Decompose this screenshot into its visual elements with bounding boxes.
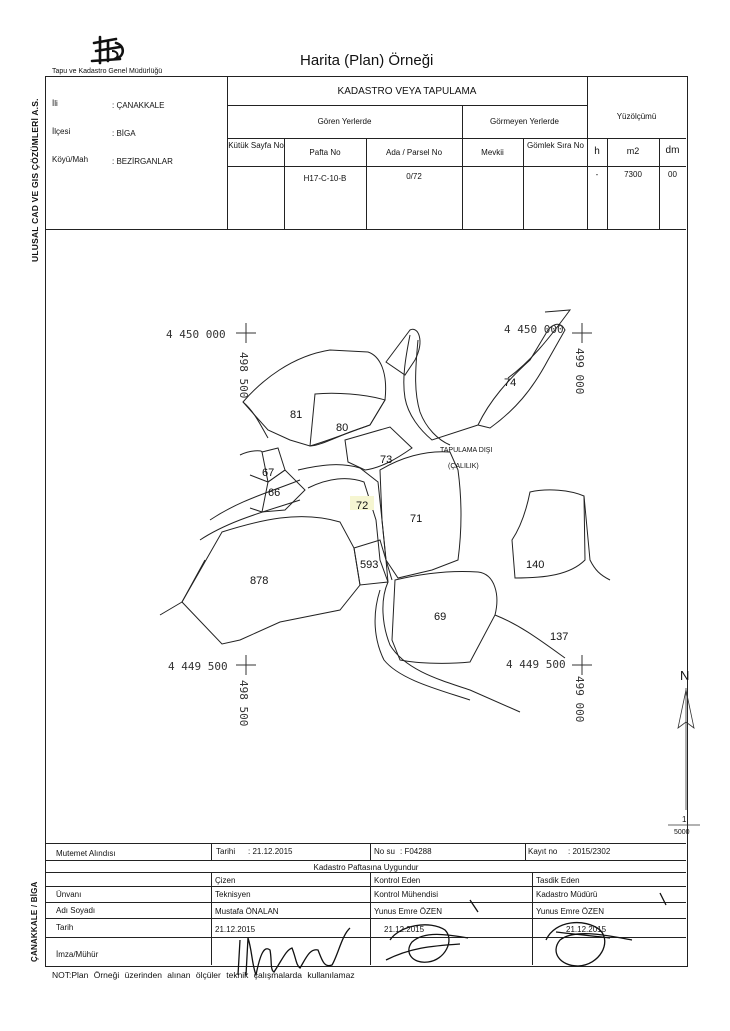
cizen-header: Çizen	[215, 876, 236, 885]
il-label: İli	[52, 99, 58, 108]
tasdik-ad: Yunus Emre ÖZEN	[536, 907, 605, 916]
north-label: N	[680, 668, 690, 683]
coord-bl-x: 498 500	[237, 680, 250, 727]
koy-value: : BEZİRGANLAR	[112, 157, 173, 166]
tarih-label: Tarih	[56, 923, 74, 932]
val-ada: 0/72	[406, 172, 422, 181]
parcel-label: 140	[526, 559, 545, 571]
coord-br-x: 499 000	[573, 676, 586, 723]
kontrol-tarih: 21.12.2015	[384, 925, 425, 934]
koy-label: Köyü/Mah	[52, 155, 89, 164]
parcel-label: 81	[290, 409, 303, 421]
gormeyen-yerlerde: Görmeyen Yerlerde	[490, 117, 559, 126]
scale-numerator: 1	[682, 815, 687, 824]
side-label-top: ULUSAL CAD VE GIS ÇÖZÜMLERİ A.S.	[30, 98, 40, 262]
ilce-value: : BİGA	[112, 129, 136, 138]
col-ada: Ada / Parsel No	[385, 148, 443, 157]
coord-bl-y: 4 449 500	[168, 660, 228, 673]
kontrol-signature-icon	[386, 900, 478, 962]
tasdik-header: Tasdik Eden	[536, 876, 580, 885]
mutemet-label: Mutemet Alındısı	[56, 849, 116, 858]
val-m2: 7300	[624, 170, 642, 179]
coord-tl-y: 4 450 000	[166, 328, 226, 341]
cizen-unvan: Teknisyen	[215, 890, 251, 899]
cizen-tarih: 21.12.2015	[215, 925, 256, 934]
footer-note: NOT:Plan Örneği üzerinden alınan ölçüler teknik çalışmalarda kullanılamaz	[52, 970, 355, 980]
tapulama-disi-label: TAPULAMA DIŞI	[440, 447, 493, 454]
coord-tl-x: 498 500	[237, 352, 250, 399]
tarihi-label: Tarihi	[216, 847, 236, 856]
kontrol-ad: Yunus Emre ÖZEN	[374, 907, 443, 916]
imza-label: İmza/Mühür	[56, 950, 99, 959]
scale-denominator: 5000	[674, 829, 690, 836]
kontrol-header: Kontrol Eden	[374, 876, 421, 885]
yuzolcumu: Yüzölçümü	[616, 112, 657, 121]
goren-yerlerde: Gören Yerlerde	[317, 117, 372, 126]
parcel-label: 73	[380, 454, 393, 466]
org-name: Tapu ve Kadastro Genel Müdürlüğü	[52, 68, 163, 75]
col-kutuk: Kütük Sayfa No	[228, 141, 284, 150]
parcel-label: 72	[356, 500, 369, 512]
tasdik-signature-icon	[546, 893, 666, 966]
kontrol-unvan: Kontrol Mühendisi	[374, 890, 439, 899]
col-pafta: Pafta No	[309, 148, 341, 157]
col-mevkii: Mevkii	[481, 148, 504, 157]
nosu-value: : F04288	[400, 847, 432, 856]
parcel-label: 80	[336, 422, 349, 434]
coord-tr-x: 499 000	[573, 348, 586, 395]
nosu-label: No su	[374, 847, 395, 856]
page-title: Harita (Plan) Örneği	[300, 52, 434, 69]
tasdik-tarih: 21.12.2015	[566, 925, 607, 934]
parcel-label: 74	[504, 377, 517, 389]
tasdik-unvan: Kadastro Müdürü	[536, 890, 598, 899]
parcel-label: 66	[268, 487, 281, 499]
parcel-label: 67	[262, 467, 275, 479]
parcel-label: 69	[434, 611, 447, 623]
section-title: KADASTRO VEYA TAPULAMA	[337, 86, 477, 97]
cizen-ad: Mustafa ÖNALAN	[215, 907, 279, 916]
kayit-label: Kayıt no	[528, 847, 558, 856]
val-h: -	[595, 170, 599, 179]
col-m2: m2	[626, 146, 640, 156]
parcel-label: 593	[360, 559, 379, 571]
parcel-label: 71	[410, 513, 423, 525]
col-gomlek: Gömlek Sıra No	[527, 141, 584, 150]
col-h: h	[594, 146, 600, 157]
parcel-label: 878	[250, 575, 269, 587]
val-pafta: H17-C-10-B	[303, 174, 347, 183]
coord-br-y: 4 449 500	[506, 658, 566, 671]
coord-tr-y: 4 450 000	[504, 323, 564, 336]
parcel-label: 137	[550, 631, 569, 643]
kadastro-uygun: Kadastro Paftasına Uygundur	[313, 863, 419, 872]
kayit-value: : 2015/2302	[568, 847, 611, 856]
adi-label: Adı Soyadı	[56, 906, 96, 915]
unvani-label: Ünvanı	[56, 890, 82, 899]
ilce-label: İlçesi	[52, 127, 71, 136]
cizen-signature-icon	[238, 928, 350, 975]
tarihi-value: : 21.12.2015	[248, 847, 293, 856]
side-label-bottom: ÇANAKKALE / BİGA	[30, 881, 39, 962]
il-value: : ÇANAKKALE	[112, 101, 165, 110]
val-dm: 00	[668, 170, 677, 179]
col-dm: dm	[665, 145, 680, 156]
calilik-label: (ÇALILIK)	[448, 463, 479, 470]
